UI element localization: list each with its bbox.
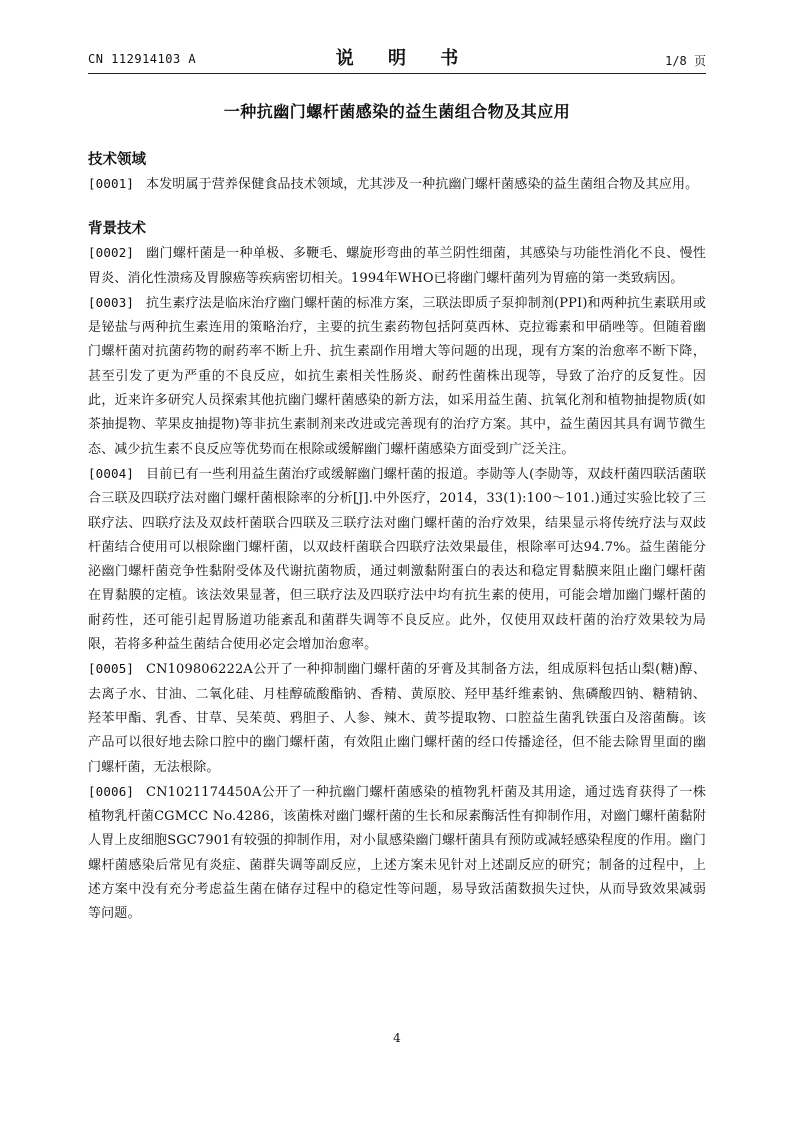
paragraph-text: 目前已有一些利用益生菌治疗或缓解幽门螺杆菌的报道。李勋等人(李勋等，双歧杆菌四联活菌联合三联及四联疗法对幽门螺杆菌根除率的分析[J].中外医疗，2014，33(1):100～101.)通过实验比较了三联疗法、四联疗法及双歧杆菌联合四联及三联疗法对幽门螺杆菌的治疗效果，结果显示将传统疗法与双歧杆菌结合使用可以根除幽门螺杆菌，以双歧杆菌联合四联疗法效果最佳，根除率可达94.7%。益生菌能分泌幽门螺杆菌竞争性黏附受体及代谢抗菌物质，通过刺激黏附蛋白的表达和稳定胃黏膜来阻止幽门螺杆菌在胃黏膜的定植。该法效果显著，但三联疗法及四联疗法中均有抗生素的使用，可能会增加幽门螺杆菌的耐药性，还可能引起胃肠道功能紊乱和菌群失调等不良反应。此外，仅使用双歧杆菌的治疗效果较为局限，若将多种益生菌结合使用必定会增加治愈率。 bbox=[88, 466, 706, 653]
page-info: 1/8 页 bbox=[665, 54, 706, 68]
section-background-art bbox=[88, 217, 706, 926]
paragraph-0003 bbox=[88, 291, 706, 462]
document-type: 说 明 书 bbox=[335, 48, 473, 69]
paragraph-number: [0001] bbox=[88, 176, 135, 191]
paragraph-0001 bbox=[88, 172, 706, 197]
paragraph-text: CN1021174450A公开了一种抗幽门螺杆菌感染的植物乳杆菌及其用途，通过选育获得了一株植物乳杆菌CGMCC No.4286，该菌株对幽门螺杆菌的生长和尿素酶活性有抑制作用，对幽门螺杆菌黏附人胃上皮细胞SGC7901有较强的抑制作用，对小鼠感染幽门螺杆菌具有预防或减轻感染程度的作用。幽门螺杆菌感染后常见有炎症、菌群失调等副反应，上述方案未见针对上述副反应的研究；制备的过程中，上述方案中没有充分考虑益生菌在储存过程中的稳定性等问题，易导致活菌数损失过快，从而导致效果减弱等问题。 bbox=[88, 784, 706, 922]
paragraph-number: [0006] bbox=[88, 783, 135, 799]
paragraph-0006 bbox=[88, 780, 706, 927]
paragraph-text: 本发明属于营养保健食品技术领域，尤其涉及一种抗幽门螺杆菌感染的益生菌组合物及其应用。 bbox=[146, 177, 699, 192]
paragraph-number: [0003] bbox=[88, 294, 135, 310]
paragraph-0002 bbox=[88, 241, 706, 291]
publication-number: CN 112914103 A bbox=[88, 52, 197, 66]
document-title: 一种抗幽门螺杆菌感染的益生菌组合物及其应用 bbox=[223, 102, 571, 121]
paragraph-number: [0004] bbox=[88, 465, 135, 481]
page-number: 4 bbox=[393, 1031, 401, 1045]
section-heading: 背景技术 bbox=[88, 220, 146, 238]
paragraph-number: [0005] bbox=[88, 661, 135, 677]
section-heading: 技术领域 bbox=[88, 151, 146, 168]
paragraph-number: [0002] bbox=[88, 245, 135, 261]
paragraph-0004 bbox=[88, 462, 706, 657]
section-technical-field bbox=[88, 148, 706, 197]
paragraph-text: 抗生素疗法是临床治疗幽门螺杆菌的标准方案，三联法即质子泵抑制剂(PPI)和两种抗生素联用或是铋盐与两种抗生素连用的策略治疗，主要的抗生素药物包括阿莫西林、克拉霉素和甲硝唑等。但随着幽门螺杆菌对抗菌药物的耐药率不断上升、抗生素副作用增大等问题的出现，现有方案的治愈率不断下降，甚至引发了更为严重的不良反应，如抗生素相关性肠炎、耐药性菌株出现等，导致了治疗的反复性。因此，近来许多研究人员探索其他抗幽门螺杆菌感染的新方法，如采用益生菌、抗氧化剂和植物抽提物质(如茶抽提物、苹果皮抽提物)等非抗生素制剂来改进或完善现有的治疗方案。其中，益生菌因其具有调节微生态、减少抗生素不良反应等优势而在根除或缓解幽门螺杆菌感染方面受到广泛关注。 bbox=[88, 295, 706, 457]
page-header bbox=[88, 44, 706, 72]
paragraph-text: CN109806222A公开了一种抑制幽门螺杆菌的牙膏及其制备方法，组成原料包括山梨(糖)醇、去离子水、甘油、二氧化硅、月桂醇硫酸酯钠、香精、黄原胶、羟甲基纤维素钠、焦磷酸四钠、糖精钠、羟苯甲酯、乳香、甘草、吴茱萸、鸦胆子、人参、辣木、黄芩提取物、口腔益生菌乳铁蛋白及溶菌酶。该产品可以很好地去除口腔中的幽门螺杆菌，有效阻止幽门螺杆菌的经口传播途径，但不能去除胃里面的幽门螺杆菌，无法根除。 bbox=[88, 662, 706, 775]
header-rule bbox=[88, 73, 706, 74]
paragraph-0005 bbox=[88, 657, 706, 779]
document-body bbox=[88, 148, 706, 947]
paragraph-text: 幽门螺杆菌是一种单极、多鞭毛、螺旋形弯曲的革兰阴性细菌，其感染与功能性消化不良、慢性胃炎、消化性溃疡及胃腺癌等疾病密切相关。1994年WHO已将幽门螺杆菌列为胃癌的第一类致病因。 bbox=[88, 246, 706, 286]
